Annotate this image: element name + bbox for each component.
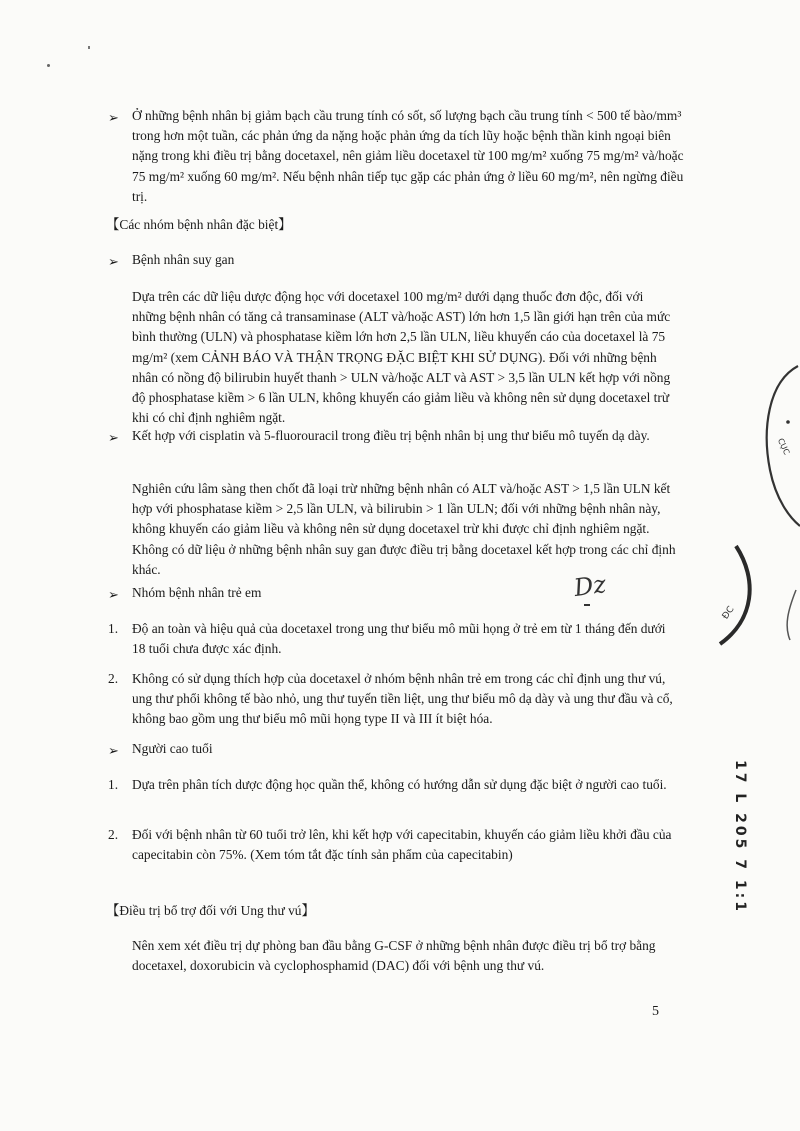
bullet-icon: ➢ <box>108 587 119 602</box>
hepatic-title: Bệnh nhân suy gan <box>132 252 235 267</box>
neutropenia-paragraph: Ở những bệnh nhân bị giảm bạch cầu trung tính có sốt, số lượng bạch cầu trung tính < 500 tế bào/mm³ trong hơn một tuần, các phản ứng da nặng hoặc phản ứng da tích lũy hoặc bệnh thần kinh ngoại biên nặng trong khi điều trị bằng docetaxel, nên giảm liều docetaxel từ 100 mg/m² xuống 75 mg/m² và/hoặc 75 mg/m² xuống 60 mg/m². Nếu bệnh nhân tiếp tục gặp các phản ứng ở liều 60 mg/m², nên ngừng điều trị. <box>132 108 684 204</box>
scan-speck <box>88 46 90 49</box>
pediatric-item-text: Không có sử dụng thích hợp của docetaxel ở nhóm bệnh nhân trẻ em trong các chỉ định ung thư vú, ung thư phổi không tế bào nhỏ, ung thư tuyến tiền liệt, ung thư biểu mô dạ dày và ung thư đầu và cổ, không bao gồm ung thư biểu mô mũi họng type II và III ít biệt hóa. <box>132 671 673 727</box>
stamp-side-text: ĐC <box>720 604 737 622</box>
special-groups-heading: 【Các nhóm bệnh nhân đặc biệt】 <box>106 217 292 232</box>
handwritten-initials: Dz <box>572 569 608 603</box>
adjuvant-paragraph: Nên xem xét điều trị dự phòng ban đầu bằng G-CSF ở những bệnh nhân được điều trị bổ trợ bằng docetaxel, doxorubicin và cyclophosphamid (DAC) đối với bệnh ung thư vú. <box>132 938 656 974</box>
pediatric-item-number: 1. <box>108 621 119 636</box>
gastric-paragraph: Nghiên cứu lâm sàng then chốt đã loại trừ những bệnh nhân có ALT và/hoặc AST > 1,5 lần ULN kết hợp với phosphatase kiềm > 2,5 lần ULN, và bilirubin > 1 lần ULN; đối với những bệnh nhân này, không khuyến cáo giảm liều và không nên sử dụng docetaxel trừ khi được chỉ định nghiêm ngặt. Không có dữ liệu ở những bệnh nhân suy gan được điều trị bằng docetaxel kết hợp trong các chỉ định khác. <box>132 481 676 577</box>
stamp-arc-icon <box>700 540 800 650</box>
stamp-text: CỤC <box>775 436 792 457</box>
bullet-icon: ➢ <box>108 254 119 269</box>
page-number: 5 <box>652 1004 659 1019</box>
elderly-title: Người cao tuổi <box>132 741 213 756</box>
margin-text: 17 L 205 7 1:1 <box>732 760 748 914</box>
hepatic-paragraph: Dựa trên các dữ liệu dược động học với docetaxel 100 mg/m² dưới dạng thuốc đơn độc, đối với những bệnh nhân có tăng cả transaminase (ALT và/hoặc AST) lớn hơn 1,5 lần giới hạn trên của mức bình thường (ULN) và phosphatase kiềm lớn hơn 2,5 lần ULN, liều khuyến cáo của docetaxel là 75 mg/m² (xem CẢNH BÁO VÀ THẬN TRỌNG ĐẶC BIỆT KHI SỬ DỤNG). Đối với những bệnh nhân có nồng độ bilirubin huyết thanh > ULN và/hoặc ALT và AST > 3,5 lần ULN kết hợp với nồng độ phosphatase kiềm > 6 lần ULN, không khuyến cáo giảm liều và không nên sử dụng docetaxel trừ khi có chỉ định nghiêm ngặt. <box>132 289 671 426</box>
scan-speck <box>47 64 50 67</box>
bullet-icon: ➢ <box>108 743 119 758</box>
gastric-title: Kết hợp với cisplatin và 5-fluorouracil trong điều trị bệnh nhân bị ung thư biểu mô tuyến dạ dày. <box>132 428 650 443</box>
pediatric-title: Nhóm bệnh nhân trẻ em <box>132 585 262 600</box>
bullet-icon: ➢ <box>108 110 119 125</box>
bullet-icon: ➢ <box>108 430 119 445</box>
handwritten-stroke <box>584 604 590 606</box>
pediatric-item-text: Độ an toàn và hiệu quả của docetaxel trong ung thư biểu mô mũi họng ở trẻ em từ 1 tháng đến dưới 18 tuổi chưa được xác định. <box>132 621 666 657</box>
elderly-item-number: 2. <box>108 827 119 842</box>
adjuvant-heading: 【Điều trị bổ trợ đối với Ung thư vú】 <box>106 903 315 918</box>
elderly-item-text: Dựa trên phân tích dược động học quần thể, không có hướng dẫn sử dụng đặc biệt ở người cao tuổi. <box>132 777 667 792</box>
elderly-item-text: Đối với bệnh nhân từ 60 tuổi trở lên, khi kết hợp với capecitabin, khuyến cáo giảm liều khởi đầu của capecitabin còn 75%. (Xem tóm tắt đặc tính sản phẩm của capecitabin) <box>132 827 672 863</box>
pediatric-item-number: 2. <box>108 671 119 686</box>
elderly-item-number: 1. <box>108 777 119 792</box>
stamp-seal-icon <box>740 360 800 530</box>
